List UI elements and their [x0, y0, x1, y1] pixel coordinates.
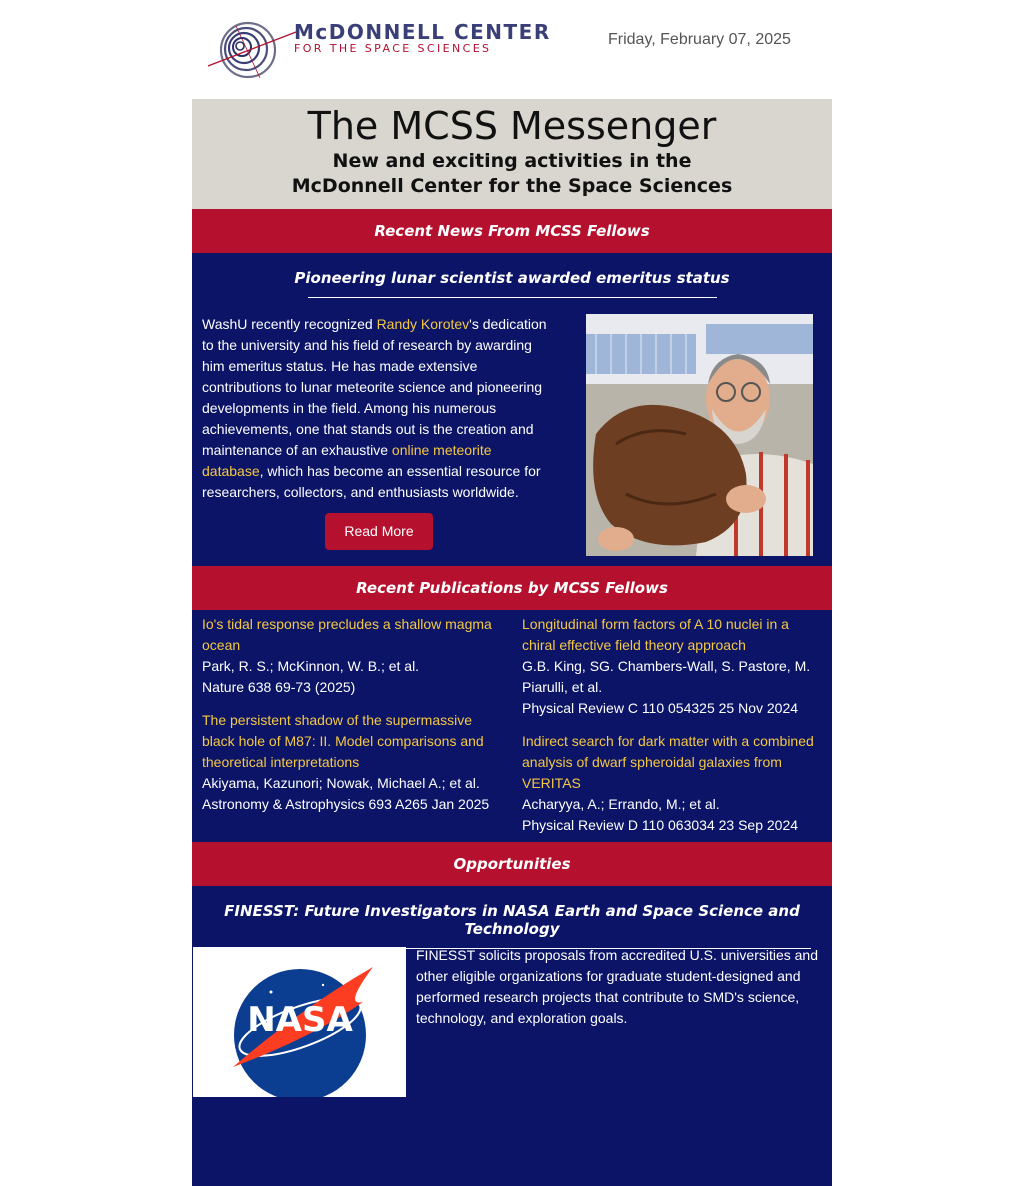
publication-title-link[interactable]: Io's tidal response precludes a shallow magma ocean: [202, 616, 492, 653]
nasa-meatball-icon: [193, 947, 406, 1097]
masthead-banner: [192, 99, 832, 209]
publications-section: [192, 610, 832, 842]
publication-citation: Physical Review C 110 054325 25 Nov 2024: [522, 700, 799, 716]
article-title[interactable]: Pioneering lunar scientist awarded emeritus status: [294, 269, 730, 287]
randy-korotev-link[interactable]: Randy Korotev: [376, 316, 470, 332]
publication-item: [202, 614, 502, 698]
article-text-1: WashU recently recognized: [202, 316, 377, 332]
title-divider: [308, 297, 717, 298]
publication-citation: Physical Review D 110 063034 23 Sep 2024: [522, 817, 799, 833]
news-section-header: Recent News From MCSS Fellows: [192, 209, 832, 253]
publication-item: [522, 731, 822, 836]
publication-item: [522, 614, 822, 719]
meteorite-database-link[interactable]: online meteorite database: [202, 442, 492, 479]
article-text-2: 's dedication to the university and his field of research by awarding him emeritus status. He has made extensive contributions to lunar meteorite science and pioneering developments in the field. Among his numerous achievements, one that stands out is the creation and maintenance of an exhaustive: [202, 316, 547, 458]
nasa-logo: [193, 947, 406, 1097]
logo-subtitle: FOR THE SPACE SCIENCES: [294, 42, 492, 55]
mcss-logo[interactable]: [208, 14, 553, 86]
publication-item: [202, 710, 502, 815]
opportunity-title[interactable]: FINESST: Future Investigators in NASA Earth and Space Science and Technology: [224, 902, 800, 938]
publications-left-column: [202, 614, 502, 827]
publication-authors: G.B. King, SG. Chambers-Wall, S. Pastore, M. Piarulli, et al.: [522, 658, 811, 695]
opportunities-section: [192, 886, 832, 1186]
publication-title-link[interactable]: The persistent shadow of the supermassive black hole of M87: II. Model comparisons and theoretical interpretations: [202, 712, 484, 770]
publications-section-header: Recent Publications by MCSS Fellows: [192, 566, 832, 610]
publication-authors: Park, R. S.; McKinnon, W. B.; et al.: [202, 658, 420, 674]
newsletter-title: The MCSS Messenger: [307, 104, 717, 148]
news-section: [192, 253, 832, 566]
newsletter-subtitle-line2: McDonnell Center for the Space Sciences: [291, 175, 733, 197]
read-more-button[interactable]: Read More: [325, 513, 433, 550]
opportunities-section-header: Opportunities: [192, 842, 832, 886]
logo-title: McDONNELL CENTER: [294, 20, 551, 44]
korotev-photo: [586, 314, 813, 556]
article-body: [202, 314, 554, 503]
publications-right-column: [522, 614, 822, 848]
publication-authors: Acharyya, A.; Errando, M.; et al.: [522, 796, 720, 812]
article-text-3: , which has become an essential resource for researchers, collectors, and enthusiasts worldwide.: [202, 463, 541, 500]
newsletter-body: [192, 99, 832, 1186]
newsletter-subtitle-line1: New and exciting activities in the: [332, 150, 692, 172]
publication-authors: Akiyama, Kazunori; Nowak, Michael A.; et al.: [202, 775, 480, 791]
opportunity-description: FINESST solicits proposals from accredited U.S. universities and other eligible organizations for graduate student-designed and performed research projects that contribute to SMD's science, technology, and exploration goals.: [416, 947, 819, 1026]
issue-date: Friday, February 07, 2025: [608, 31, 791, 48]
publication-citation: Nature 638 69-73 (2025): [202, 679, 356, 695]
spiral-logo-icon: [208, 14, 298, 86]
publication-title-link[interactable]: Longitudinal form factors of A 10 nuclei in a chiral effective field theory approach: [522, 616, 789, 653]
nasa-logo-text: NASA: [247, 1000, 353, 1040]
publication-title-link[interactable]: Indirect search for dark matter with a combined analysis of dwarf spheroidal galaxies from VERITAS: [522, 733, 814, 791]
publication-citation: Astronomy & Astrophysics 693 A265 Jan 2025: [202, 796, 490, 812]
